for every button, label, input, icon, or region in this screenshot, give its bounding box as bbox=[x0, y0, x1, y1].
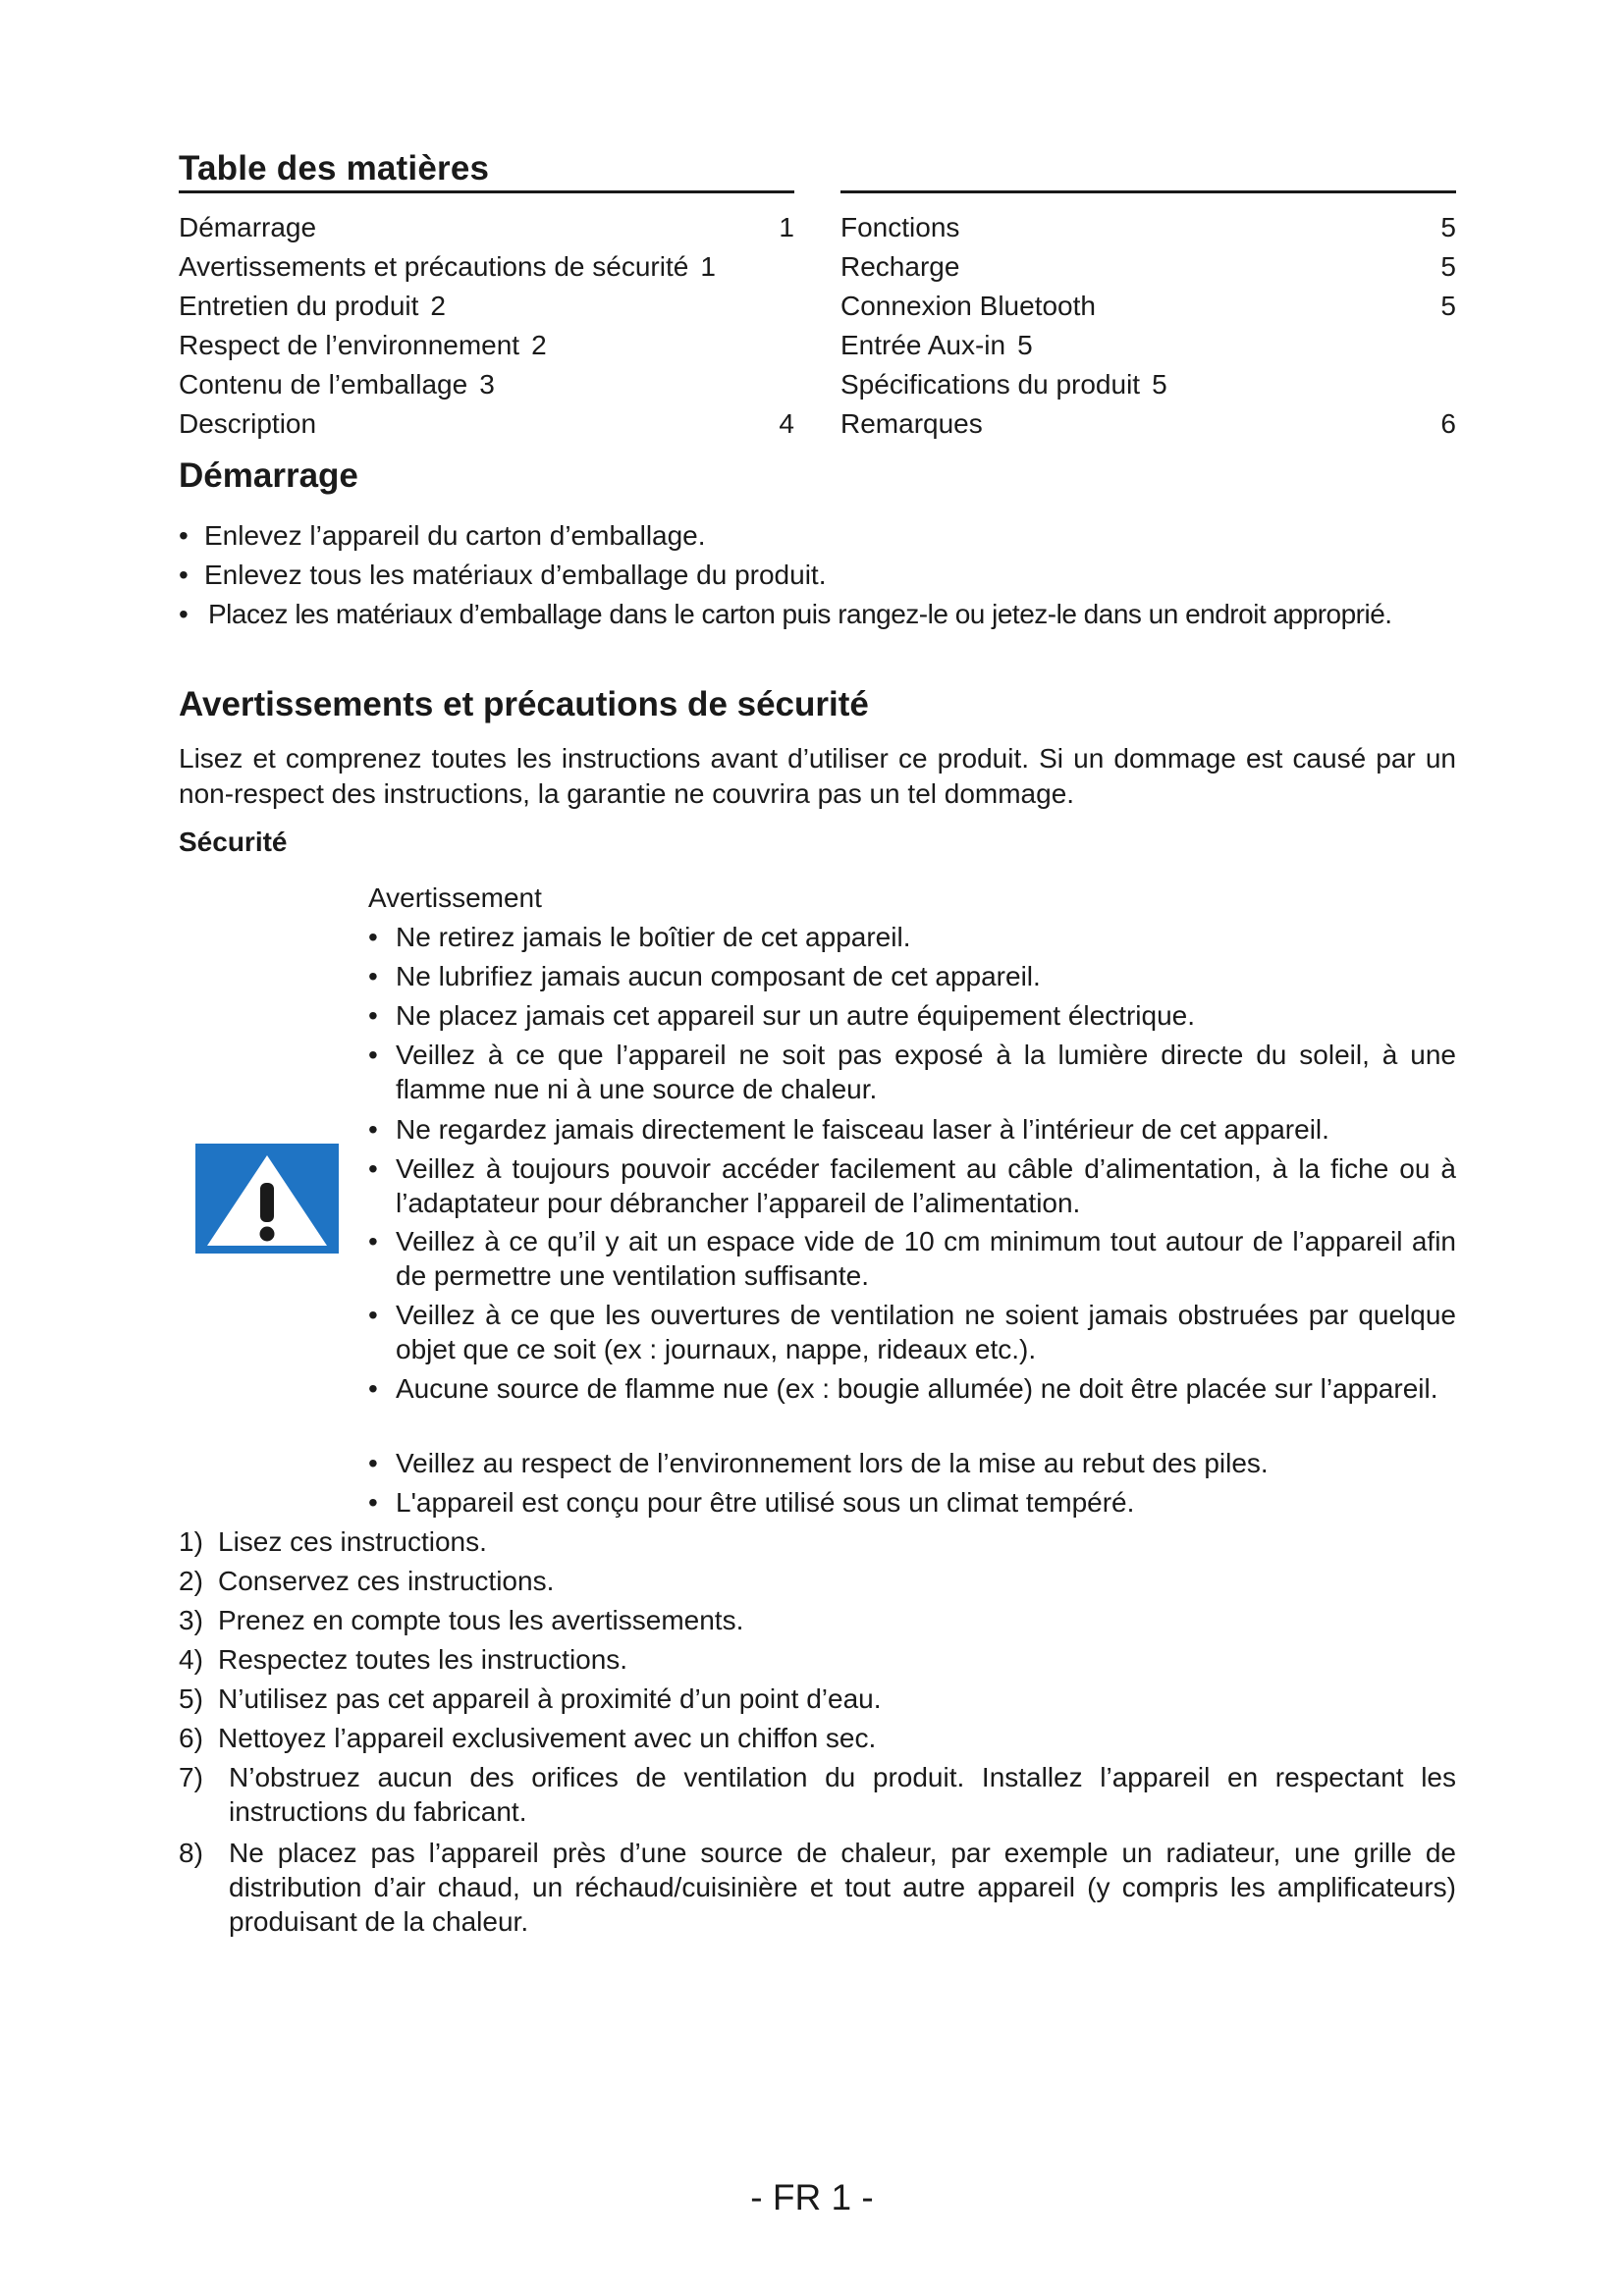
list-item-text: Placez les matériaux d’emballage dans le carton puis rangez-le ou jetez-le dans un endroit approprié. bbox=[208, 599, 1392, 629]
toc-entry bbox=[179, 208, 794, 247]
toc-entry bbox=[179, 326, 794, 365]
toc-entry bbox=[840, 365, 1456, 404]
safety-intro: Lisez et comprenez toutes les instructions avant d’utiliser ce produit. Si un dommage est causé par un non-respect des instructions, la garantie ne couvrira pas un tel dommage. bbox=[179, 743, 1456, 809]
warning-item-text: Veillez au respect de l’environnement lors de la mise au rebut des piles. bbox=[396, 1448, 1269, 1478]
warning-item bbox=[368, 1038, 1456, 1106]
bullet-dot: • bbox=[368, 922, 378, 952]
item-number: 3) bbox=[179, 1605, 203, 1635]
warning-item-text: Veillez à ce qu’il y ait un espace vide de 10 cm minimum tout autour de l’appareil afin de permettre une ventilation suffisante. bbox=[396, 1226, 1456, 1291]
item-text: Conservez ces instructions. bbox=[218, 1566, 555, 1596]
toc-entry bbox=[840, 287, 1456, 326]
toc-entry-page: 5 bbox=[1440, 251, 1456, 282]
toc-entry bbox=[840, 404, 1456, 444]
warning-item bbox=[368, 1112, 1456, 1147]
item-text: Ne placez pas l’appareil près d’une source de chaleur, par exemple un radiateur, une grille de distribution d’air chaud, un réchaud/cuisinière et tout autre appareil (y compris les amplificateurs) produisant de la chaleur. bbox=[229, 1838, 1456, 1937]
list-item-text: Enlevez tous les matériaux d’emballage du produit. bbox=[204, 560, 827, 590]
warning-item-text: Veillez à ce que les ouvertures de ventilation ne soient jamais obstruées par quelque objet que ce soit (ex : journaux, nappe, rideaux etc.). bbox=[396, 1300, 1456, 1364]
toc-entry-label: Recharge bbox=[840, 251, 960, 282]
warning-item bbox=[368, 998, 1456, 1033]
toc-entry-label: Contenu de l’emballage bbox=[179, 369, 468, 400]
toc-entry-page: 3 bbox=[479, 369, 495, 400]
warning-item-text: Ne retirez jamais le boîtier de cet appareil. bbox=[396, 922, 911, 952]
warning-item bbox=[368, 920, 1456, 954]
bullet-dot: • bbox=[368, 1487, 378, 1518]
toc-entry-label: Démarrage bbox=[179, 212, 317, 242]
toc-entry bbox=[179, 365, 794, 404]
warning-item-text: Veillez à toujours pouvoir accéder facilement au câble d’alimentation, à la fiche ou à l’adaptateur pour débrancher l’appareil de l’alimentation. bbox=[396, 1153, 1456, 1218]
toc-column-left bbox=[179, 208, 794, 444]
toc-entry bbox=[840, 247, 1456, 287]
numbered-item bbox=[179, 1642, 1456, 1677]
toc-entry-page: 5 bbox=[1440, 212, 1456, 242]
warning-item bbox=[368, 1224, 1456, 1293]
toc-entry-page: 4 bbox=[779, 408, 794, 439]
bullet-dot: • bbox=[368, 1000, 378, 1031]
item-number: 8) bbox=[179, 1838, 203, 1868]
toc-column-right bbox=[840, 208, 1456, 444]
bullet-dot: • bbox=[368, 1226, 378, 1256]
bullet-dot: • bbox=[179, 520, 189, 551]
warning-item bbox=[368, 1485, 1456, 1520]
warning-item bbox=[368, 1446, 1456, 1480]
item-number: 4) bbox=[179, 1644, 203, 1675]
item-text: Prenez en compte tous les avertissements. bbox=[218, 1605, 744, 1635]
toc-entry bbox=[179, 287, 794, 326]
item-number: 6) bbox=[179, 1723, 203, 1753]
toc-entry-page: 1 bbox=[779, 212, 794, 242]
toc-entry-label: Fonctions bbox=[840, 212, 960, 242]
toc-entry-label: Entrée Aux-in bbox=[840, 330, 1006, 360]
toc-entry bbox=[840, 208, 1456, 247]
toc-entry-label: Remarques bbox=[840, 408, 983, 439]
item-text: Respectez toutes les instructions. bbox=[218, 1644, 628, 1675]
warning-item-text: Ne regardez jamais directement le faisceau laser à l’intérieur de cet appareil. bbox=[396, 1114, 1329, 1145]
bullet-dot: • bbox=[368, 1448, 378, 1478]
warning-item bbox=[368, 1371, 1456, 1406]
toc-entry-label: Entretien du produit bbox=[179, 291, 419, 321]
warning-triangle-icon bbox=[195, 1144, 339, 1254]
safety-subheading: Sécurité bbox=[179, 827, 288, 857]
warning-item bbox=[368, 959, 1456, 993]
toc-rule-left bbox=[179, 190, 794, 193]
toc-entry-page: 2 bbox=[430, 291, 446, 321]
toc-entry bbox=[840, 326, 1456, 365]
toc-entry bbox=[179, 404, 794, 444]
numbered-item bbox=[179, 1682, 1456, 1716]
bullet-dot: • bbox=[368, 1153, 378, 1184]
bullet-dot: • bbox=[368, 1040, 378, 1070]
toc-rule-right bbox=[840, 190, 1456, 193]
warning-title: Avertissement bbox=[368, 882, 542, 913]
toc-entry-page: 5 bbox=[1440, 291, 1456, 321]
warning-item-text: Aucune source de flamme nue (ex : bougie allumée) ne doit être placée sur l’appareil. bbox=[396, 1373, 1438, 1404]
list-item-text: Enlevez l’appareil du carton d’emballage. bbox=[204, 520, 706, 551]
numbered-item bbox=[179, 1836, 1456, 1939]
toc-entry-page: 6 bbox=[1440, 408, 1456, 439]
numbered-item bbox=[179, 1721, 1456, 1755]
item-number: 7) bbox=[179, 1762, 203, 1792]
toc-title: Table des matières bbox=[179, 149, 490, 187]
bullet-dot: • bbox=[179, 560, 189, 590]
warning-item-text: Ne lubrifiez jamais aucun composant de cet appareil. bbox=[396, 961, 1041, 991]
warning-item-text: Veillez à ce que l’appareil ne soit pas exposé à la lumière directe du soleil, à une flamme nue ni à une source de chaleur. bbox=[396, 1040, 1456, 1104]
toc-entry bbox=[179, 247, 794, 287]
toc-entry-label: Description bbox=[179, 408, 317, 439]
toc-entry-page: 5 bbox=[1017, 330, 1033, 360]
toc-entry-label: Avertissements et précautions de sécurité bbox=[179, 251, 689, 282]
section-title-safety: Avertissements et précautions de sécurité bbox=[179, 685, 869, 723]
toc-entry-label: Connexion Bluetooth bbox=[840, 291, 1096, 321]
numbered-item bbox=[179, 1524, 1456, 1559]
toc-entry-label: Spécifications du produit bbox=[840, 369, 1141, 400]
warning-item-text: Ne placez jamais cet appareil sur un autre équipement électrique. bbox=[396, 1000, 1196, 1031]
item-text: N’obstruez aucun des orifices de ventilation du produit. Installez l’appareil en respectant les instructions du fabricant. bbox=[229, 1762, 1456, 1827]
numbered-item bbox=[179, 1564, 1456, 1598]
numbered-item bbox=[179, 1603, 1456, 1637]
warning-item-text: L'appareil est conçu pour être utilisé sous un climat tempéré. bbox=[396, 1487, 1135, 1518]
item-text: N’utilisez pas cet appareil à proximité d’un point d’eau. bbox=[218, 1683, 882, 1714]
item-number: 2) bbox=[179, 1566, 203, 1596]
bullet-dot: • bbox=[368, 1300, 378, 1330]
item-text: Lisez ces instructions. bbox=[218, 1526, 487, 1557]
page-number: - FR 1 - bbox=[750, 2177, 874, 2217]
warning-item bbox=[368, 1298, 1456, 1366]
item-text: Nettoyez l’appareil exclusivement avec un chiffon sec. bbox=[218, 1723, 877, 1753]
bullet-dot: • bbox=[179, 599, 189, 629]
item-number: 1) bbox=[179, 1526, 203, 1557]
warning-item bbox=[368, 1151, 1456, 1220]
numbered-item bbox=[179, 1760, 1456, 1829]
toc-entry-page: 2 bbox=[531, 330, 547, 360]
bullet-dot: • bbox=[368, 961, 378, 991]
item-number: 5) bbox=[179, 1683, 203, 1714]
section-title-demarrage: Démarrage bbox=[179, 456, 358, 495]
toc-entry-label: Respect de l’environnement bbox=[179, 330, 520, 360]
bullet-dot: • bbox=[368, 1114, 378, 1145]
bullet-dot: • bbox=[368, 1373, 378, 1404]
toc-entry-page: 1 bbox=[700, 251, 716, 282]
toc-entry-page: 5 bbox=[1152, 369, 1167, 400]
